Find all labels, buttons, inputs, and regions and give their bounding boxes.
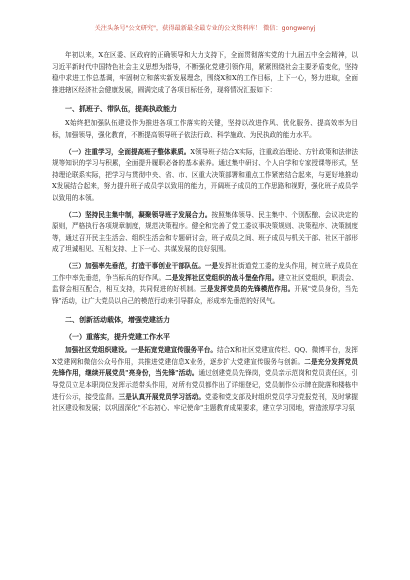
sub-4-paragraph (52, 345, 358, 415)
sub-4-body-2: 通过创建党员先锋岗，党员亲示范岗和党员责任区，引导党员立足本职岗位发挥示范带头作用，对所有党员都作出了详细登记，党员制作公示牌在院落和楼栋中进行公示，接受监督。 (52, 369, 358, 401)
sub-2-body: 按照集体领导、民主集中、个别酝酿、会议决定的原则，严格执行各项规章制度，规范决策程序。健全和完善了党工委议事决策规则、决策程序、决策制度等，通过召开民主生活会、组织生活会和专题研讨会，班子成员之间、班子成员与机关干部、社区干部形成了坦诚相见、互相支持、上下一心、共谋发展的良好氛围。 (52, 210, 358, 254)
sub-3-body-3: 开展"党员身份，当先锋"活动，让广大党员以自己的模范行动来引导群众，形成率先垂范的好风气。 (52, 285, 358, 305)
sub-3-body-1: 发挥社街道党工委的龙头作用，树立班子成员在工作中率先垂范，争当标兵的好作风。 (52, 261, 358, 282)
intro-paragraph: 年初以来，X在区委、区政府的正确领导和大力支持下，全面贯彻落实党的十九届五中全会精神，以习近平新时代中国特色社会主义思想为指导，不断强化党建引领作用，紧紧围绕社会主要矛盾变化，坚持稳中求进工作总基调，牢固树立和落实新发展理念，围绕X和X的工作目标，上下一心，努力进取，全面推进辖区经济社会健康发展，圆满完成了各项目标任务，现将情况汇报如下： (52, 51, 358, 94)
sub-1-body: X领导班子结合X实际，注重政治理论、方针政策和法律法规等知识的学习与积累，全面提升履职必备的基本素养。通过集中研讨、个人自学和专家授课等形式，坚持理论联系实际，把学习与贯彻中央、省、市、区重大决策部署和重点工作紧密结合起来，与更好地推动X发展结合起来，努力提升班子成员学以致用的能力，开阔班子成员的工作思路和视野，强化班子成员学以致用的本领。 (52, 147, 358, 202)
sub-3-lead-2: 二是发挥社区党组织的战斗堡垒作用。 (165, 273, 279, 282)
document-body (52, 50, 358, 576)
sub-1-paragraph (52, 147, 358, 205)
section-1-heading: 一、抓班子、带队伍，提高执政能力 (65, 105, 177, 114)
sub-3-body-2: 建立社区党组织，职责会、监督会相互配合，相互支持，共同促进的好机制。 (52, 273, 358, 294)
sub-4-body-3: 党委和党支部及时组织党员学习党报党刊，及时掌握社区建设和发展；以巩固深化"不忘初心、牢记使命"主题教育成果要求，建立学习园地，营造浓厚学习氛 (52, 392, 358, 413)
sub-4-body-1: 结合X和社区党建宣传栏、QQ、微博平台，发挥X党建网和微信公众号作用，共推进党建信息X业务，逐步扩大党建宣传服务与创新。 (52, 346, 358, 366)
sub-4-lead-1: 加强社区党组织建设。一是拓宽党建宣传服务平台。 (65, 346, 217, 355)
sub-1-heading: （一）注重学习，全面提高班子整体素质。 (65, 147, 191, 156)
sub-4-heading: （一）重落实，提升党建工作水平 (65, 333, 170, 342)
sub-4-lead-2: 二是充分发挥党员先锋作用，继续开展党员"亮身份，当先锋"活动。 (52, 357, 358, 378)
sub-2-paragraph (52, 210, 358, 256)
sub-3-lead-3: 三是发挥党员的先锋模范作用。 (200, 285, 295, 294)
sub-4-lead-3: 三是认真开展党员学习活动。 (118, 392, 206, 401)
section-2-heading: 二、创新活动载体，增强党建活力 (65, 316, 170, 325)
sub-3-heading: （三）加强率先垂范，打造干事创业干部队伍。 (65, 261, 205, 270)
header-banner: 关注头条号"公文研究"，获得最新最全最专业的公文资料库！ 微信：gongwenyj (94, 25, 316, 32)
sub-3-paragraph (52, 261, 358, 307)
sub-2-heading: （二）坚持民主集中制，凝聚领导班子发展合力。 (65, 210, 212, 219)
sub-3-lead-1: 一是 (204, 261, 219, 270)
section-1-intro: X始终把加强队伍建设作为推进各项工作落实的关键，坚持以改进作风、优化服务、提高效率为目标，加强领导，强化教育，不断提高领导班子依法行政、科学施政、为民执政的能力水平。 (52, 119, 358, 139)
